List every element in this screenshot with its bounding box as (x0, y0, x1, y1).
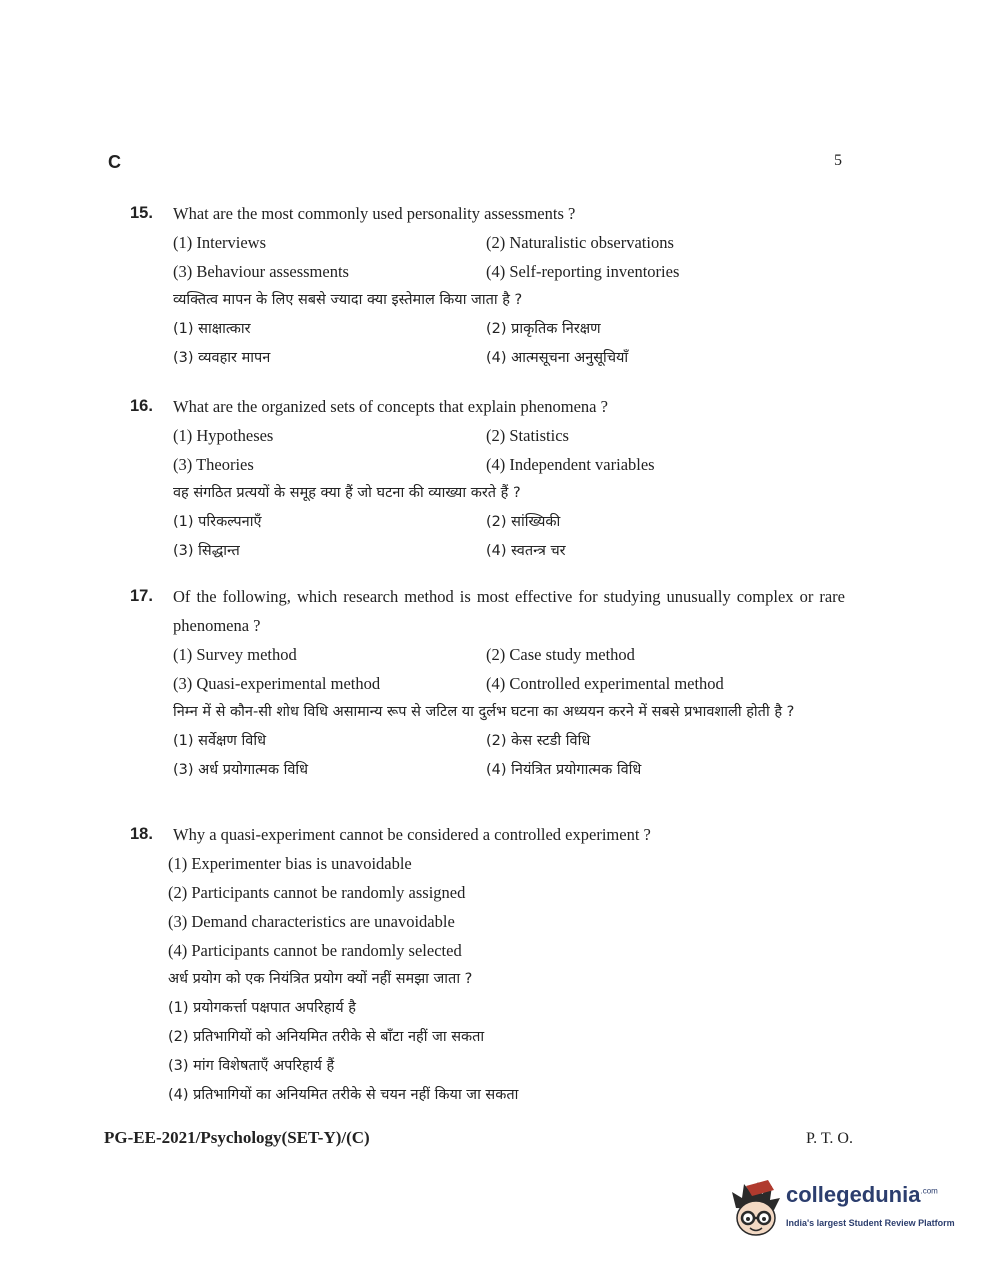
options-en (168, 849, 845, 965)
option: (1) Interviews (173, 233, 267, 252)
option: (4) आत्मसूचना अनुसूचियाँ (486, 350, 629, 366)
question-text-en: What are the organized sets of concepts that explain phenomena ? (173, 397, 608, 416)
question-text-en: What are the most commonly used personality assessments ? (173, 204, 576, 223)
option: (4) Participants cannot be randomly selected (168, 941, 462, 960)
set-code: C (108, 152, 121, 172)
option: (2) Case study method (486, 645, 635, 664)
logo-wordmark: collegedunia$^{.com}$ (786, 1182, 938, 1207)
question-text-hi: निम्न में से कौन-सी शोध विधि असामान्य रूप से जटिल या दुर्लभ घटना का अध्ययन करने में सबसे प्रभावशाली होती है ? (173, 704, 795, 720)
options-hi (173, 727, 845, 785)
paper-code: PG-EE-2021/Psychology(SET-Y)/(C) (104, 1128, 370, 1147)
option: (2) Participants cannot be randomly assigned (168, 883, 466, 902)
option: (1) साक्षात्कार (173, 321, 251, 337)
option: (3) व्यवहार मापन (173, 350, 271, 366)
option: (3) Behaviour assessments (173, 262, 349, 281)
option: (4) प्रतिभागियों का अनियमित तरीके से चयन नहीं किया जा सकता (168, 1087, 519, 1103)
option: (2) केस स्टडी विधि (486, 733, 591, 749)
question-number: 17. (130, 587, 153, 605)
option: (4) Independent variables (486, 455, 655, 474)
mascot-icon (728, 1178, 784, 1244)
option: (1) प्रयोगकर्त्ता पक्षपात अपरिहार्य है (168, 1000, 356, 1016)
options-en (173, 640, 845, 698)
page-number: 5 (834, 152, 842, 169)
option: (1) Hypotheses (173, 426, 274, 445)
options-hi (173, 315, 845, 373)
collegedunia-logo (728, 1178, 958, 1250)
options-en (173, 421, 845, 479)
option: (3) सिद्धान्त (173, 543, 240, 559)
option: (1) सर्वेक्षण विधि (173, 733, 266, 749)
option: (2) प्राकृतिक निरक्षण (486, 321, 601, 337)
option: (4) Self-reporting inventories (486, 262, 680, 281)
options-hi (168, 994, 845, 1110)
question-number: 15. (130, 204, 153, 222)
option: (3) Theories (173, 455, 254, 474)
option: (2) Statistics (486, 426, 569, 445)
option: (1) परिकल्पनाएँ (173, 514, 262, 530)
question-text-hi: अर्ध प्रयोग को एक नियंत्रित प्रयोग क्यों नहीं समझा जाता ? (168, 971, 473, 987)
option: (3) अर्ध प्रयोगात्मक विधि (173, 762, 309, 778)
option: (4) नियंत्रित प्रयोगात्मक विधि (486, 762, 642, 778)
option: (1) Experimenter bias is unavoidable (168, 854, 412, 873)
option: (3) Quasi-experimental method (173, 674, 381, 693)
question-15 (130, 199, 845, 373)
question-text-hi: व्यक्तित्व मापन के लिए सबसे ज्यादा क्या इस्तेमाल किया जाता है ? (173, 292, 523, 308)
logo-tagline: India's largest Student Review Platform (786, 1218, 955, 1228)
option: (2) प्रतिभागियों को अनियमित तरीके से बाँटा नहीं जा सकता (168, 1029, 485, 1045)
option: (1) Survey method (173, 645, 297, 664)
question-text-en: Of the following, which research method is most effective for studying unusually complex or rare phenomena ? (173, 587, 845, 635)
pto-label: P. T. O. (806, 1130, 853, 1147)
options-en (173, 228, 845, 286)
option: (3) मांग विशेषताएँ अपरिहार्य हैं (168, 1058, 335, 1074)
option: (4) स्वतन्त्र चर (486, 543, 566, 559)
question-text-en: Why a quasi-experiment cannot be considered a controlled experiment ? (173, 825, 651, 844)
option: (4) Controlled experimental method (486, 674, 724, 693)
options-hi (173, 508, 845, 566)
question-text-hi: वह संगठित प्रत्ययों के समूह क्या हैं जो घटना की व्याख्या करते हैं ? (173, 485, 521, 501)
question-17 (130, 582, 845, 785)
question-18 (130, 820, 845, 1110)
option: (2) Naturalistic observations (486, 233, 674, 252)
option: (2) सांख्यिकी (486, 514, 561, 530)
option: (3) Demand characteristics are unavoidable (168, 912, 455, 931)
question-number: 16. (130, 397, 153, 415)
question-number: 18. (130, 825, 153, 843)
question-16 (130, 392, 845, 566)
